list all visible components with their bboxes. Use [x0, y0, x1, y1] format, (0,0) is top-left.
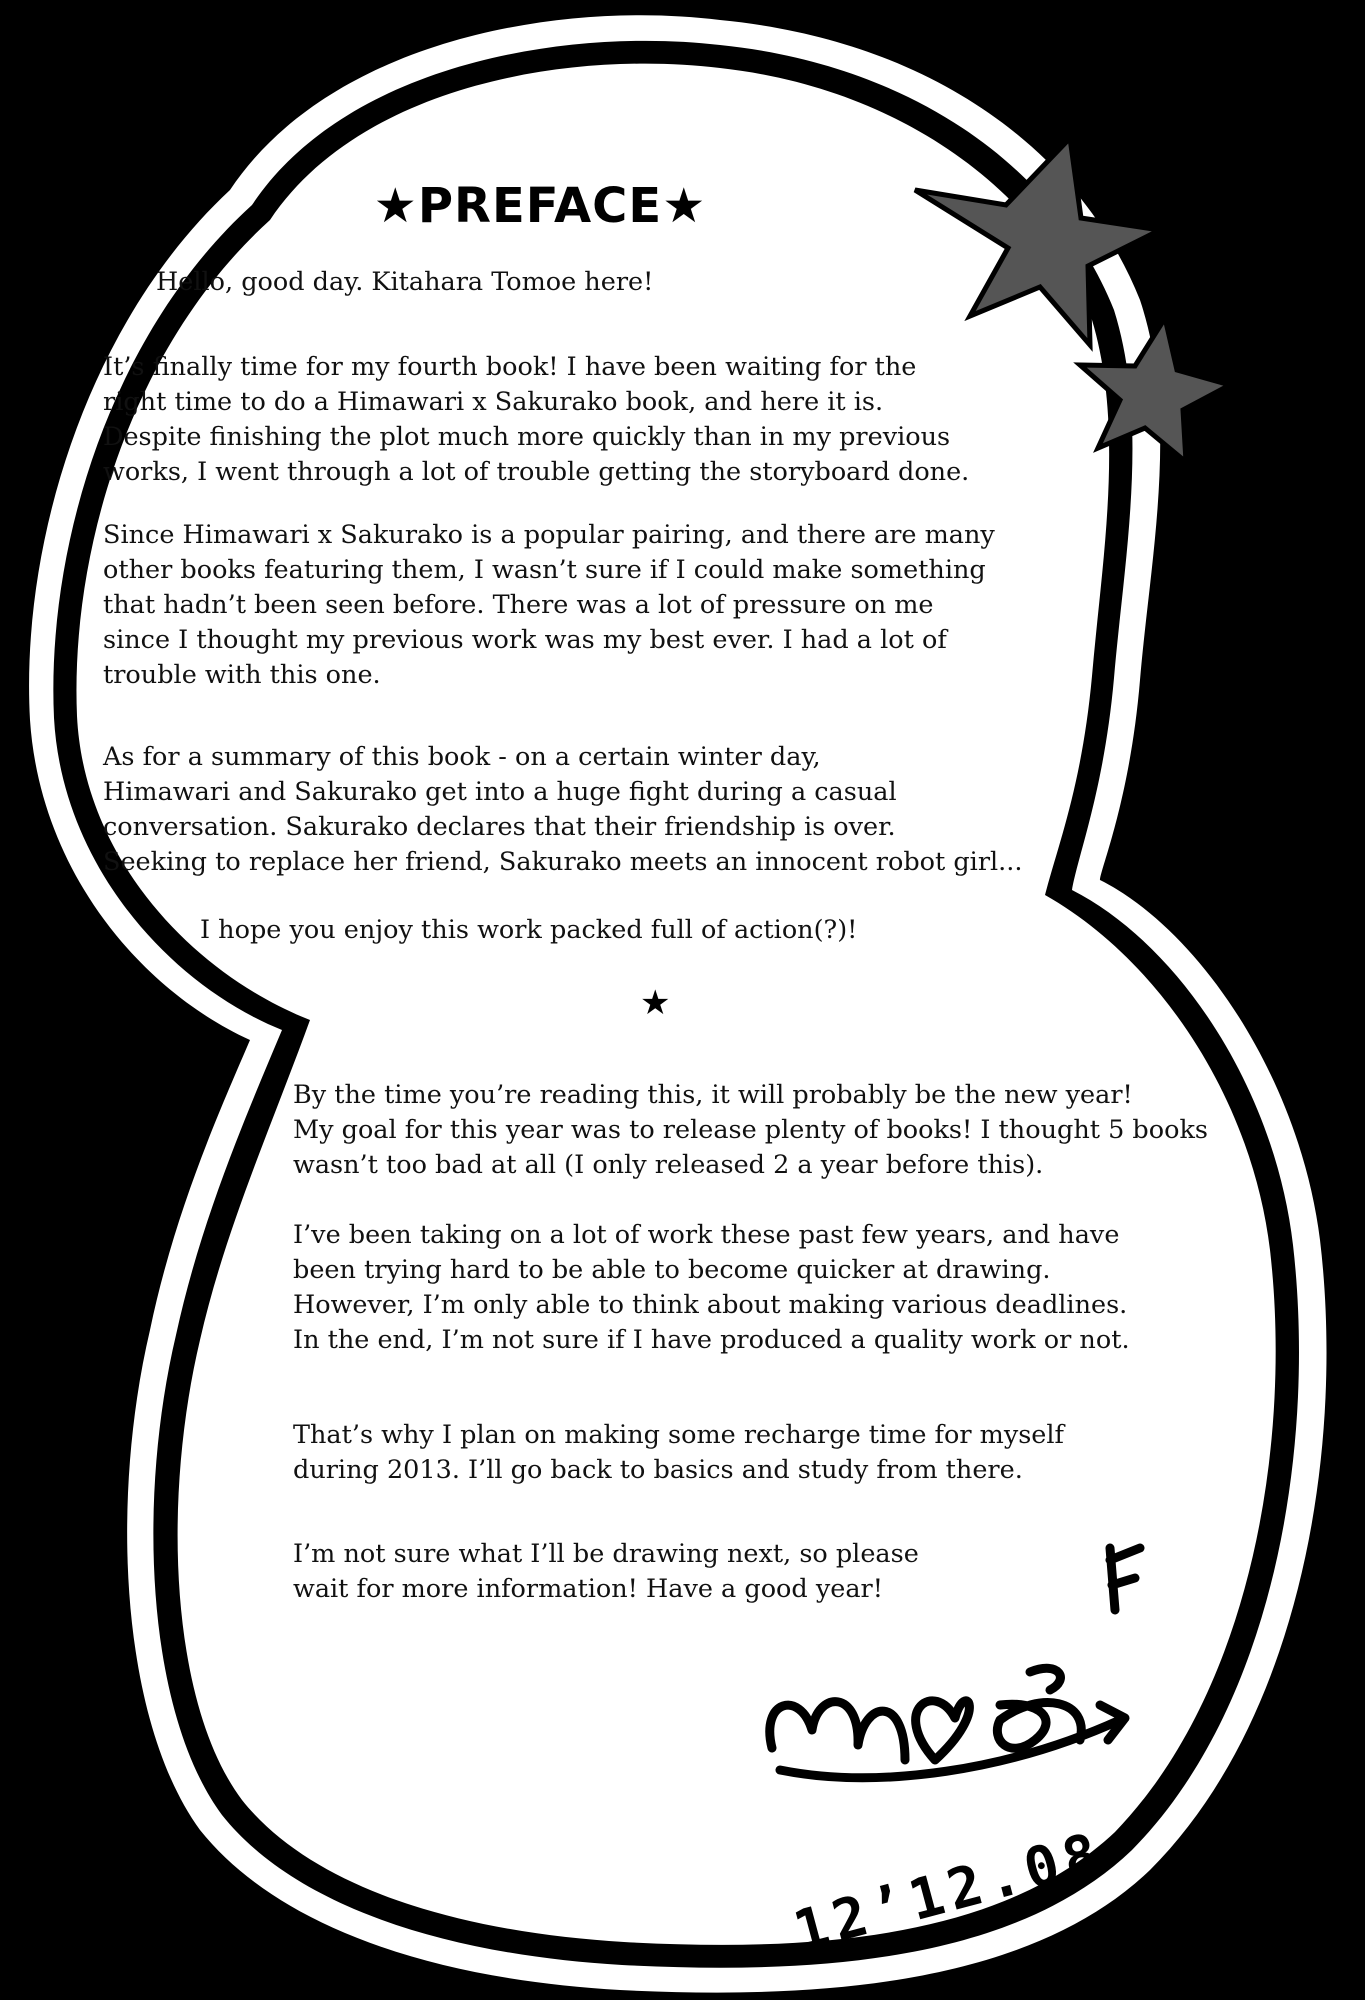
text-line: Himawari and Sakurako get into a huge fight during a casual: [103, 777, 897, 807]
text-line: during 2013. I’ll go back to basics and study from there.: [293, 1455, 1023, 1485]
paragraph-summary: [103, 740, 1023, 880]
paragraph-new-year: [293, 1078, 1208, 1183]
paragraph-intro: [103, 350, 969, 490]
text-line: wasn’t too bad at all (I only released 2 a year before this).: [293, 1150, 1044, 1180]
text-line: right time to do a Himawari x Sakurako book, and here it is.: [103, 387, 884, 417]
text-line: I hope you enjoy this work packed full of action(?)!: [200, 915, 858, 945]
text-line: I’ve been taking on a lot of work these past few years, and have: [293, 1220, 1120, 1250]
text-line: My goal for this year was to release plenty of books! I thought 5 books: [293, 1115, 1208, 1145]
text-line: that hadn’t been seen before. There was a lot of pressure on me: [103, 590, 934, 620]
text-line: However, I’m only able to think about making various deadlines.: [293, 1290, 1128, 1320]
text-line: Despite finishing the plot much more quickly than in my previous: [103, 422, 951, 452]
paragraph-work: [293, 1218, 1130, 1358]
paragraph-pairing: [103, 518, 995, 693]
text-line: Seeking to replace her friend, Sakurako meets an innocent robot girl...: [103, 847, 1023, 877]
text-line: wait for more information! Have a good year!: [293, 1574, 883, 1604]
text-line: Since Himawari x Sakurako is a popular pairing, and there are many: [103, 520, 995, 550]
page-title: ★PREFACE★: [373, 178, 707, 234]
text-line: Hello, good day. Kitahara Tomoe here!: [156, 267, 654, 297]
separator-star-icon: ★: [640, 983, 671, 1023]
paragraph-greeting: [156, 265, 653, 300]
text-line: That’s why I plan on making some recharge time for myself: [293, 1420, 1064, 1450]
text-line: since I thought my previous work was my best ever. I had a lot of: [103, 625, 947, 655]
text-line: As for a summary of this book - on a certain winter day,: [103, 742, 821, 772]
paragraph-enjoy: [200, 913, 857, 948]
text-line: By the time you’re reading this, it will probably be the new year!: [293, 1080, 1133, 1110]
text-line: I’m not sure what I’ll be drawing next, so please: [293, 1539, 919, 1569]
text-line: conversation. Sakurako declares that their friendship is over.: [103, 812, 896, 842]
text-line: In the end, I’m not sure if I have produced a quality work or not.: [293, 1325, 1130, 1355]
text-line: It’s finally time for my fourth book! I have been waiting for the: [103, 352, 917, 382]
text-line: works, I went through a lot of trouble getting the storyboard done.: [103, 457, 970, 487]
paragraph-closing: [293, 1537, 919, 1607]
text-line: other books featuring them, I wasn’t sure if I could make something: [103, 555, 986, 585]
paragraph-recharge: [293, 1418, 1064, 1488]
text-line: trouble with this one.: [103, 660, 381, 690]
signature-date: 12’12.08: [787, 1819, 1111, 1966]
text-line: been trying hard to be able to become quicker at drawing.: [293, 1255, 1051, 1285]
